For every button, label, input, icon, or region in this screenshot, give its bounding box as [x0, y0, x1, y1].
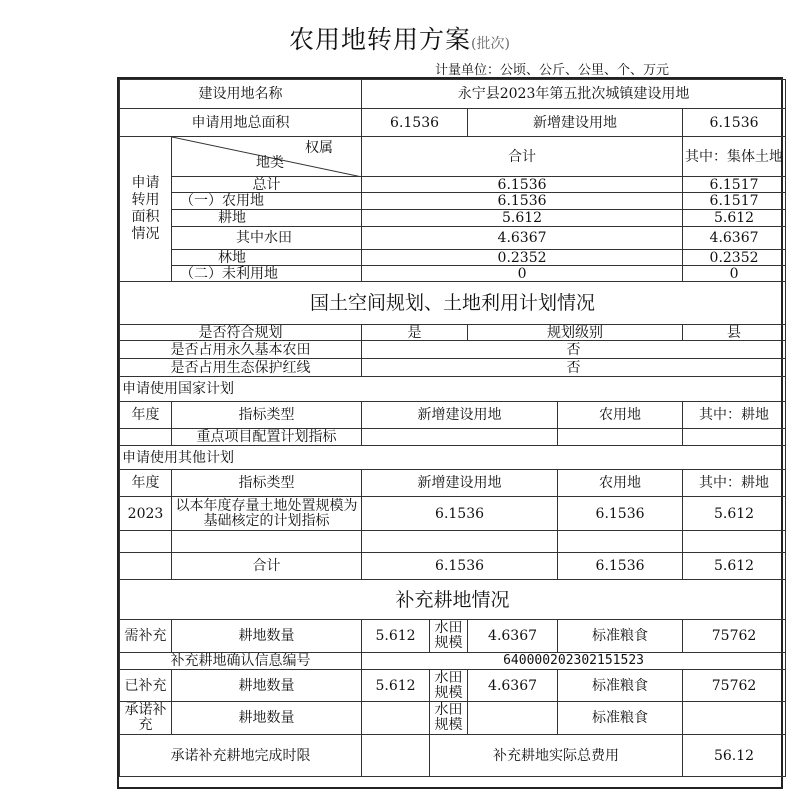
national-plan-label: 申请使用国家计划	[120, 377, 786, 402]
need-arable-label: 耕地数量	[172, 620, 362, 653]
empty-cell	[683, 531, 786, 553]
supplement-section-title: 补充耕地情况	[120, 580, 786, 620]
planning-section-title: 国土空间规划、土地利用计划情况	[120, 282, 786, 325]
col-type: 指标类型	[172, 402, 362, 429]
row-label: 总计	[172, 177, 362, 193]
empty-cell	[120, 531, 172, 553]
promise-arable	[362, 702, 430, 735]
header-collective: 其中：集体土地	[683, 137, 786, 177]
empty-cell	[362, 531, 558, 553]
form-frame	[117, 77, 783, 789]
farmland-label: 是否占用永久基本农田	[120, 341, 362, 359]
row-total: 0.2352	[362, 250, 683, 266]
row-collective: 5.612	[683, 210, 786, 227]
conform-label: 是否符合规划	[120, 325, 362, 341]
need-grain: 75762	[683, 620, 786, 653]
row-collective: 4.6367	[683, 227, 786, 250]
row-label: （二）未利用地	[172, 266, 362, 282]
promise-paddy	[468, 702, 558, 735]
total-area: 6.1536	[362, 109, 468, 137]
col-year: 年度	[120, 470, 172, 497]
row-collective: 6.1517	[683, 177, 786, 193]
national-row-arable	[683, 429, 786, 446]
farmland-value: 否	[362, 341, 786, 359]
col-arable: 其中：耕地	[683, 470, 786, 497]
national-row-new	[362, 429, 558, 446]
header-category: 地类	[256, 155, 284, 171]
row-total: 4.6367	[362, 227, 683, 250]
row-label: 林地	[172, 250, 362, 266]
row-label: （一）农用地	[172, 193, 362, 210]
other-total-new: 6.1536	[362, 553, 558, 580]
other-total-arable: 5.612	[683, 553, 786, 580]
col-new: 新增建设用地	[362, 402, 558, 429]
promise-label: 承诺补充	[120, 702, 172, 735]
other-total-label: 合计	[172, 553, 362, 580]
redline-value: 否	[362, 359, 786, 377]
col-new: 新增建设用地	[362, 470, 558, 497]
need-paddy: 4.6367	[468, 620, 558, 653]
deadline-value	[362, 735, 430, 777]
conversion-side-label: 申请转用面积情况	[120, 137, 172, 282]
row-total: 0	[362, 266, 683, 282]
empty-cell	[120, 553, 172, 580]
level-label: 规划级别	[468, 325, 683, 341]
header-diagonal-cell	[172, 137, 362, 177]
deadline-label: 承诺补充耕地完成时限	[120, 735, 362, 777]
promise-grain	[683, 702, 786, 735]
col-agri: 农用地	[558, 402, 683, 429]
total-area-label: 申请用地总面积	[120, 109, 362, 137]
row-label: 其中水田	[172, 227, 362, 250]
project-name-label: 建设用地名称	[120, 80, 362, 109]
other-plan-label: 申请使用其他计划	[120, 446, 786, 470]
promise-paddy-label: 水田规模	[430, 702, 468, 735]
project-name: 永宁县2023年第五批次城镇建设用地	[362, 80, 786, 109]
row-collective: 0.2352	[683, 250, 786, 266]
need-label: 需补充	[120, 620, 172, 653]
title-subtitle: (批次)	[471, 36, 510, 52]
promise-grain-label: 标准粮食	[558, 702, 683, 735]
promise-arable-label: 耕地数量	[172, 702, 362, 735]
cost-value: 56.12	[683, 735, 786, 777]
empty-cell	[172, 531, 362, 553]
done-paddy-label: 水田规模	[430, 670, 468, 702]
need-grain-label: 标准粮食	[558, 620, 683, 653]
other-total-agri: 6.1536	[558, 553, 683, 580]
header-ownership: 权属	[305, 140, 334, 156]
col-year: 年度	[120, 402, 172, 429]
header-total: 合计	[362, 137, 683, 177]
done-arable-label: 耕地数量	[172, 670, 362, 702]
form-table	[119, 79, 786, 777]
row-label: 耕地	[172, 210, 362, 227]
other-row-arable: 5.612	[683, 497, 786, 531]
row-total: 6.1536	[362, 177, 683, 193]
row-collective: 0	[683, 266, 786, 282]
redline-label: 是否占用生态保护红线	[120, 359, 362, 377]
other-row-type: 以本年度存量土地处置规模为基础核定的计划指标	[172, 497, 362, 531]
national-row-type: 重点项目配置计划指标	[172, 429, 362, 446]
national-row-year	[120, 429, 172, 446]
done-grain: 75762	[683, 670, 786, 702]
done-label: 已补充	[120, 670, 172, 702]
document-title	[0, 20, 799, 56]
empty-cell	[558, 531, 683, 553]
col-arable: 其中：耕地	[683, 402, 786, 429]
confirm-code: 640000202302151523	[362, 653, 786, 670]
other-row-year: 2023	[120, 497, 172, 531]
confirm-label: 补充耕地确认信息编号	[120, 653, 362, 670]
new-construction-label: 新增建设用地	[468, 109, 683, 137]
row-total: 5.612	[362, 210, 683, 227]
cost-label: 补充耕地实际总费用	[430, 735, 683, 777]
col-agri: 农用地	[558, 470, 683, 497]
need-paddy-label: 水田规模	[430, 620, 468, 653]
done-arable: 5.612	[362, 670, 430, 702]
row-collective: 6.1517	[683, 193, 786, 210]
units-note: 计量单位：公顷、公斤、公里、个、万元	[434, 63, 669, 78]
conform-value: 是	[362, 325, 468, 341]
row-total: 6.1536	[362, 193, 683, 210]
done-paddy: 4.6367	[468, 670, 558, 702]
done-grain-label: 标准粮食	[558, 670, 683, 702]
other-row-new: 6.1536	[362, 497, 558, 531]
title-text: 农用地转用方案	[289, 25, 472, 54]
new-construction: 6.1536	[683, 109, 786, 137]
level-value: 县	[683, 325, 786, 341]
need-arable: 5.612	[362, 620, 430, 653]
col-type: 指标类型	[172, 470, 362, 497]
national-row-agri	[558, 429, 683, 446]
other-row-agri: 6.1536	[558, 497, 683, 531]
